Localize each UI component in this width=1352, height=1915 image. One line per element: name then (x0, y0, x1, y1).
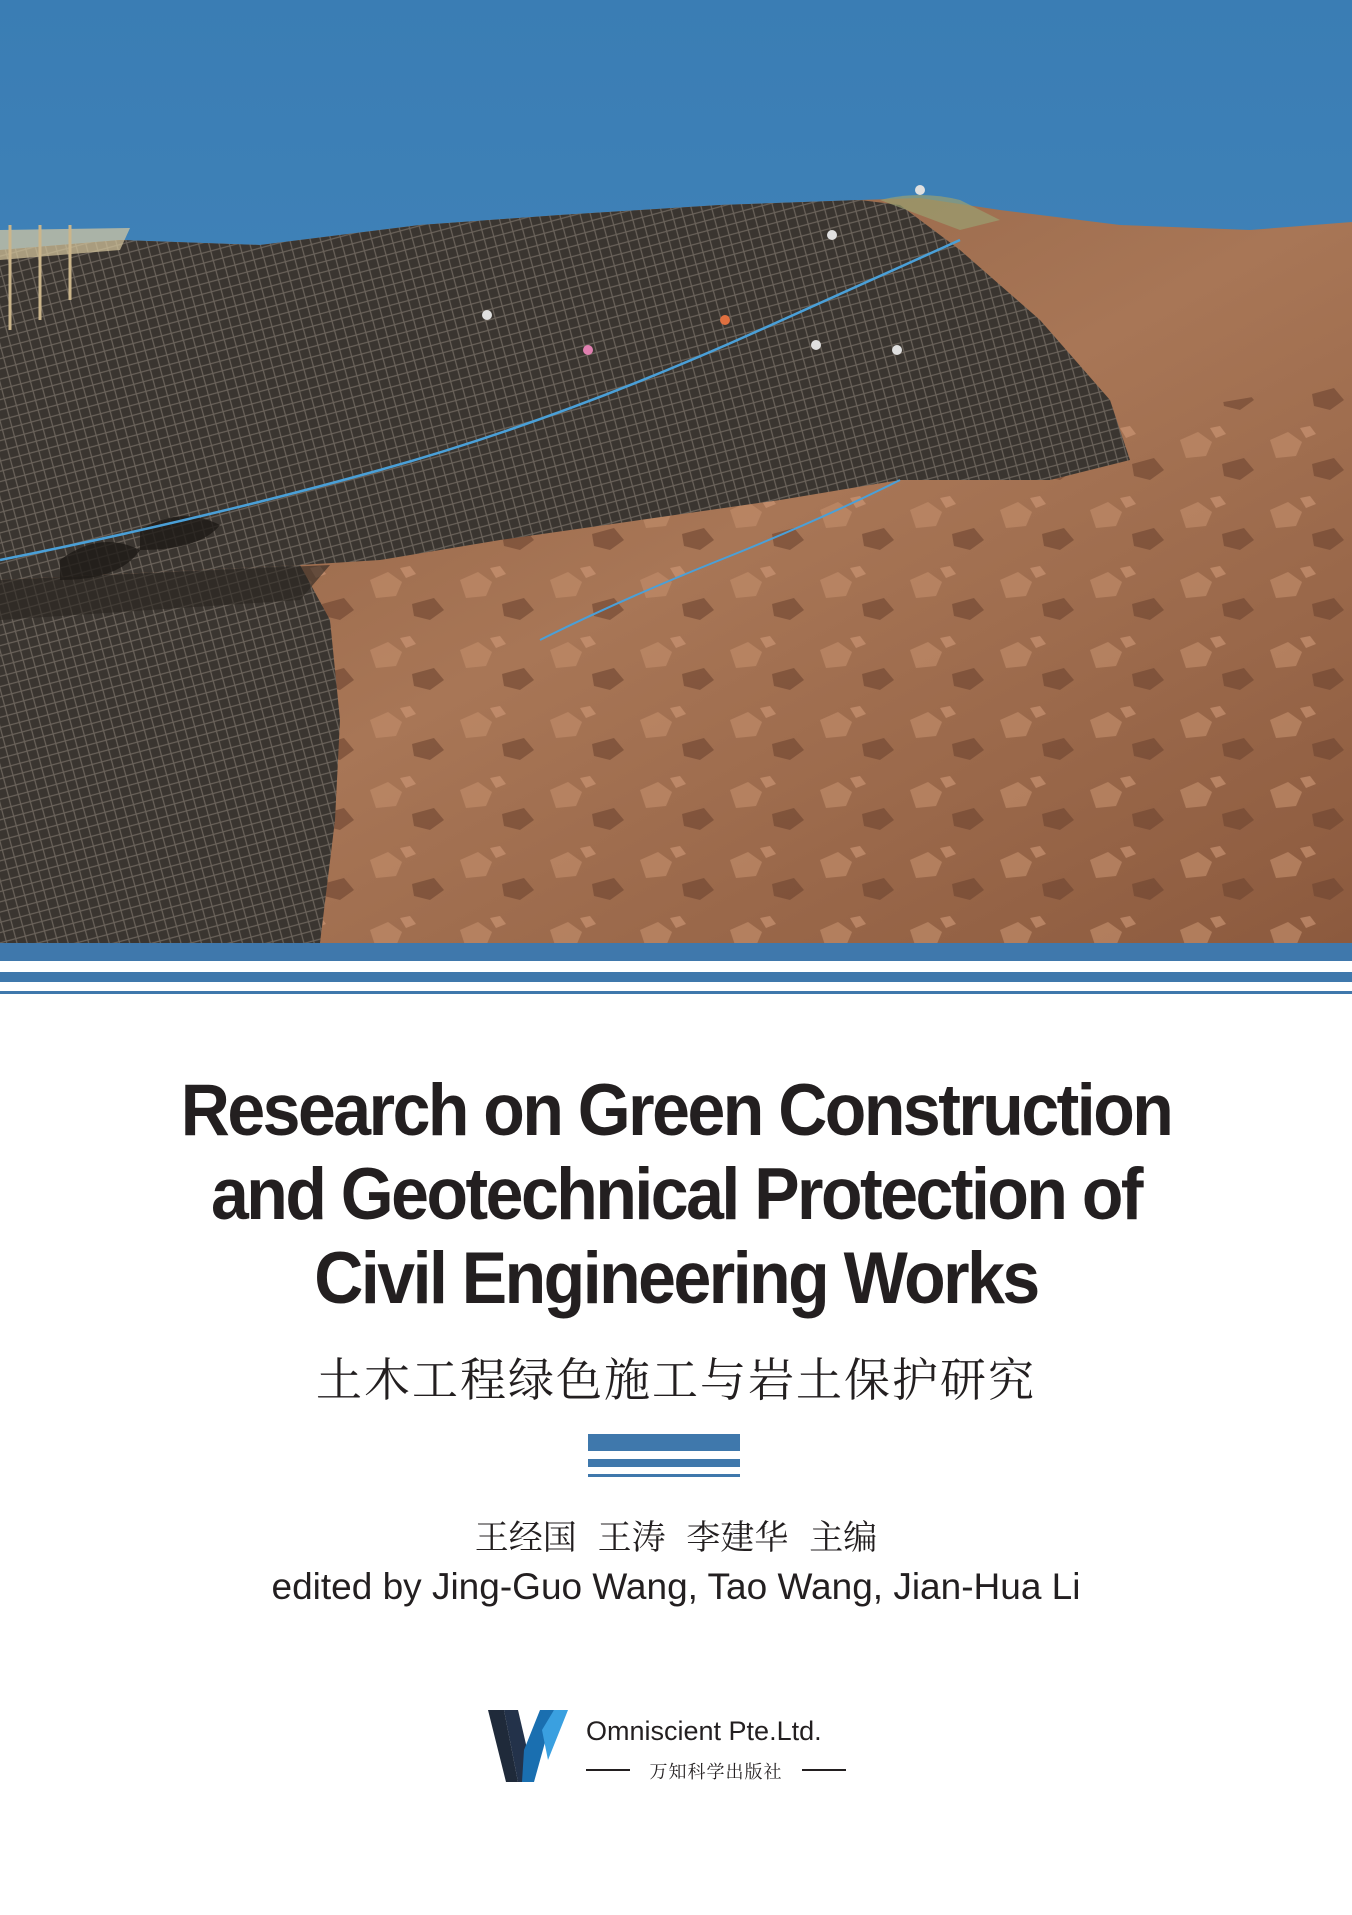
rule-left (586, 1769, 630, 1771)
publisher-logo-icon (488, 1710, 568, 1782)
book-title-chinese: 土木工程绿色施工与岩土保护研究 (316, 1353, 1036, 1407)
publisher-block (488, 1706, 868, 1786)
cover-photo (0, 0, 1352, 943)
accent-stripe-thin (0, 991, 1352, 994)
publisher-chinese-row (586, 1758, 846, 1782)
accent-stripe-thick (0, 943, 1352, 961)
publisher-name-chinese: 万知科学出版社 (649, 1762, 783, 1783)
title-line-2: and Geotechnical Protection of (210, 1152, 1142, 1236)
editors-english: edited by Jing-Guo Wang, Tao Wang, Jian-Hua Li (271, 1566, 1081, 1607)
rule-right (802, 1769, 846, 1771)
editors-chinese: 王经国 王涛 李建华 主编 (474, 1518, 878, 1558)
book-title (0, 1068, 1352, 1320)
divider-stripe-thick (588, 1434, 740, 1451)
publisher-name: Omniscient Pte.Ltd. (586, 1716, 822, 1746)
title-line-3: Civil Engineering Works (314, 1236, 1038, 1320)
divider-stripe-medium (588, 1459, 740, 1467)
accent-stripe-medium (0, 972, 1352, 982)
slope-photo (0, 0, 1352, 943)
title-line-1: Research on Green Construction (180, 1068, 1172, 1152)
netting-lower (0, 565, 340, 943)
divider-stripe-thin (588, 1474, 740, 1477)
